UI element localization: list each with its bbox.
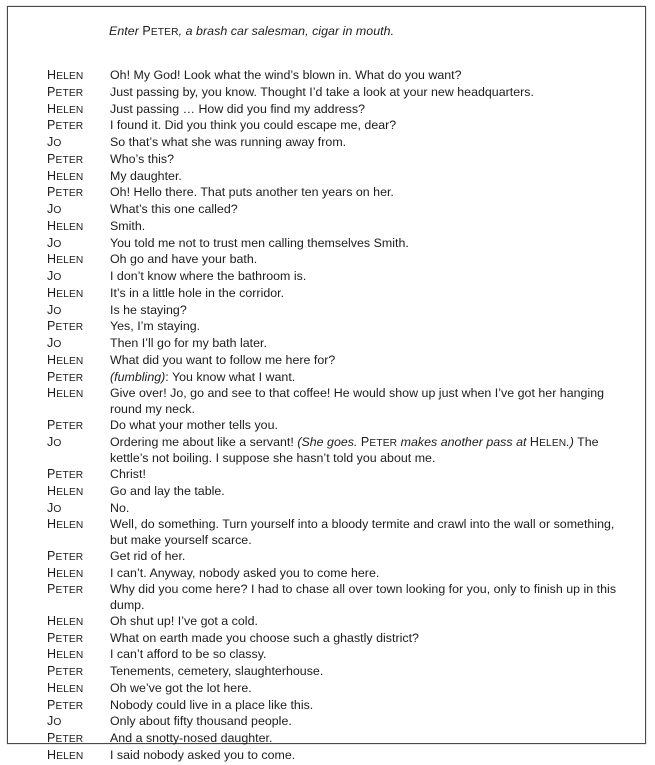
dialogue-line	[8, 202, 647, 219]
speaker-name: PETER	[47, 630, 84, 645]
speaker-name: PETER	[47, 417, 84, 432]
speaker-name: PETER	[47, 697, 84, 712]
dialogue-line	[8, 286, 647, 303]
dialogue-text: I can’t. Anyway, nobody asked you to come here.	[110, 565, 380, 580]
dialogue-line	[8, 566, 647, 583]
dialogue-text: I found it. Did you think you could escape me, dear?	[110, 118, 397, 133]
speaker-name: PETER	[47, 118, 84, 133]
dialogue-text: You told me not to trust men calling themselves Smith.	[110, 235, 409, 250]
speaker-name: JO	[47, 500, 62, 515]
dialogue-line	[8, 698, 647, 715]
speaker-name: PETER	[47, 548, 84, 563]
dialogue-text: No.	[110, 500, 130, 515]
speaker-name: JO	[47, 336, 62, 350]
dialogue-line	[8, 219, 647, 236]
dialogue-text: Oh! My God! Look what the wind’s blown in. What do you want?	[110, 68, 462, 82]
dialogue-line	[8, 714, 647, 731]
speaker-name: HELEN	[47, 613, 84, 628]
dialogue-text: Why did you come here? I had to chase all over town looking for you, only to finish up in this dump.	[110, 582, 617, 612]
dialogue-line	[8, 135, 647, 152]
speaker-name: HELEN	[47, 352, 84, 367]
speaker-name: HELEN	[47, 168, 84, 183]
speaker-name: HELEN	[47, 386, 84, 401]
dialogue-line	[8, 731, 647, 748]
dialogue-line	[8, 370, 647, 387]
speaker-name: PETER	[47, 151, 84, 166]
dialogue-line	[8, 185, 647, 202]
speaker-name: JO	[47, 714, 62, 729]
dialogue-line	[8, 152, 647, 169]
dialogue-line	[8, 319, 647, 336]
speaker-name: JO	[47, 135, 62, 149]
dialogue-list	[8, 68, 647, 765]
dialogue-text: Just passing by, you know. Thought I’d take a look at your new headquarters.	[110, 84, 534, 99]
dialogue-text: Tenements, cemetery, slaughterhouse.	[110, 664, 324, 678]
dialogue-text: What on earth made you choose such a ghastly district?	[110, 630, 419, 645]
dialogue-text: Get rid of her.	[110, 548, 186, 563]
dialogue-text: Oh shut up! I’ve got a cold.	[110, 613, 258, 628]
dialogue-line	[8, 236, 647, 253]
speaker-name: HELEN	[47, 285, 84, 300]
speaker-name: PETER	[47, 467, 84, 481]
dialogue-text: Well, do something. Turn yourself into a bloody termite and crawl into the wall or something, but make yourself scarce.	[110, 517, 615, 547]
speaker-name: HELEN	[47, 647, 84, 662]
dialogue-text: (fumbling): You know what I want.	[110, 369, 296, 384]
speaker-name: HELEN	[47, 68, 84, 82]
stage-direction-opening: Enter PETER, a brash car salesman, cigar in mouth.	[109, 24, 395, 38]
speaker-name: JO	[47, 302, 62, 317]
dialogue-text: Oh go and have your bath.	[110, 252, 258, 267]
speaker-name: JO	[47, 202, 62, 216]
dialogue-text: I said nobody asked you to come.	[110, 747, 296, 762]
dialogue-text: My daughter.	[110, 168, 182, 183]
speaker-name: PETER	[47, 731, 84, 745]
speaker-name: PETER	[47, 319, 84, 334]
dialogue-line	[8, 68, 647, 85]
dialogue-text: Then I’ll go for my bath later.	[110, 336, 267, 350]
speaker-name: HELEN	[47, 747, 84, 762]
dialogue-text: Nobody could live in a place like this.	[110, 697, 314, 712]
dialogue-text: Oh we’ve got the lot here.	[110, 680, 252, 695]
dialogue-text: Christ!	[110, 467, 146, 481]
dialogue-text: Give over! Jo, go and see to that coffee! He would show up just when I’ve got her hanging round my neck.	[110, 386, 605, 416]
speaker-name: HELEN	[47, 218, 84, 233]
speaker-name: HELEN	[47, 517, 84, 532]
speaker-name: JO	[47, 434, 62, 449]
dialogue-text: Is he staying?	[110, 302, 187, 317]
dialogue-line	[8, 336, 647, 353]
dialogue-line	[8, 85, 647, 102]
speaker-name: PETER	[47, 369, 84, 384]
speaker-name: HELEN	[47, 565, 84, 580]
speaker-name: HELEN	[47, 483, 84, 498]
dialogue-line	[8, 517, 647, 549]
speaker-name: HELEN	[47, 252, 84, 267]
speaker-name: PETER	[47, 664, 84, 678]
dialogue-text: Just passing … How did you find my address?	[110, 101, 365, 116]
dialogue-line	[8, 631, 647, 648]
speaker-name: HELEN	[47, 680, 84, 695]
dialogue-text: What’s this one called?	[110, 202, 238, 216]
dialogue-text: It’s in a little hole in the corridor.	[110, 285, 285, 300]
dialogue-line	[8, 664, 647, 681]
dialogue-line	[8, 418, 647, 435]
dialogue-line	[8, 353, 647, 370]
dialogue-line	[8, 118, 647, 135]
dialogue-line	[8, 614, 647, 631]
dialogue-line	[8, 102, 647, 119]
dialogue-text: Ordering me about like a servant! (She goes. PETER makes another pass at HELEN.) The kettle’s not boiling. I suppose she hasn’t told you about me.	[110, 434, 599, 466]
dialogue-text: I can’t afford to be so classy.	[110, 647, 267, 662]
dialogue-line	[8, 269, 647, 286]
dialogue-line	[8, 252, 647, 269]
dialogue-line	[8, 169, 647, 186]
dialogue-line	[8, 501, 647, 518]
dialogue-line	[8, 303, 647, 320]
dialogue-text: Go and lay the table.	[110, 483, 225, 498]
dialogue-text: Oh! Hello there. That puts another ten years on her.	[110, 185, 394, 200]
dialogue-text: Who’s this?	[110, 151, 175, 166]
speaker-name: HELEN	[47, 101, 84, 116]
dialogue-text: Do what your mother tells you.	[110, 417, 278, 432]
dialogue-line	[8, 467, 647, 484]
dialogue-text: Yes, I’m staying.	[110, 319, 201, 334]
speaker-name: JO	[47, 235, 62, 250]
dialogue-text: I don’t know where the bathroom is.	[110, 269, 307, 283]
dialogue-line	[8, 386, 647, 418]
dialogue-line	[8, 582, 647, 614]
dialogue-line	[8, 681, 647, 698]
dialogue-text: Only about fifty thousand people.	[110, 714, 292, 729]
dialogue-line	[8, 647, 647, 664]
dialogue-line	[8, 484, 647, 501]
dialogue-text: So that’s what she was running away from.	[110, 135, 347, 149]
speaker-name: PETER	[47, 582, 84, 597]
speaker-name: PETER	[47, 84, 84, 99]
dialogue-line	[8, 549, 647, 566]
dialogue-text: And a snotty-nosed daughter.	[110, 731, 273, 745]
speaker-name: PETER	[47, 185, 84, 200]
dialogue-text: What did you want to follow me here for?	[110, 352, 336, 367]
script-page	[7, 6, 646, 762]
dialogue-text: Smith.	[110, 218, 146, 233]
speaker-name: JO	[47, 269, 62, 283]
dialogue-line	[8, 748, 647, 765]
dialogue-line	[8, 435, 647, 468]
